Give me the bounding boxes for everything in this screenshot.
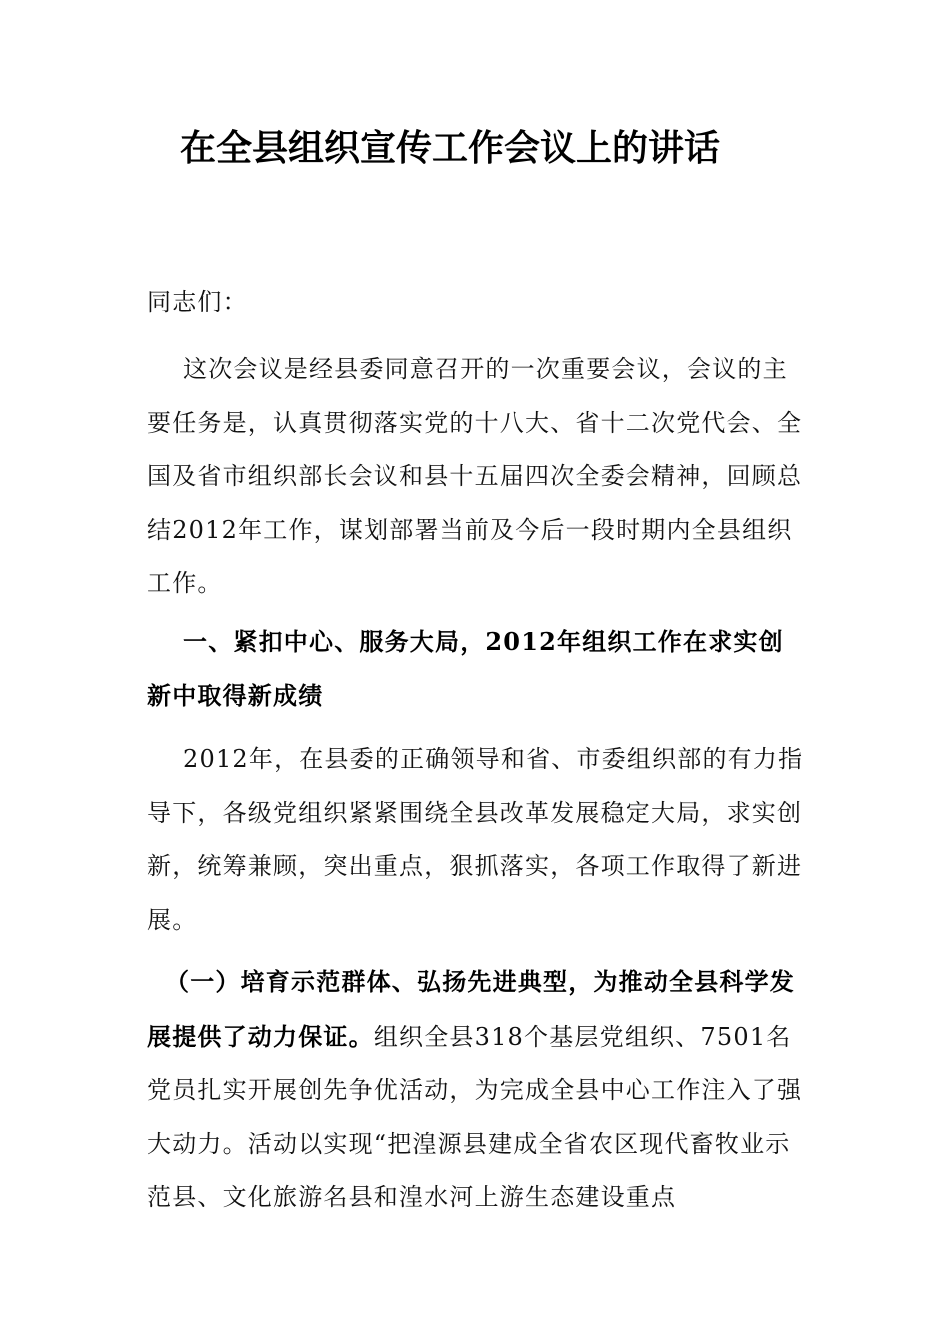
achievements-paragraph: 2012年，在县委的正确领导和省、市委组织部的有力指导下，各级党组织紧紧围绕全县改革发展稳定大局，求实创新，统筹兼顾，突出重点，狠抓落实，各项工作取得了新进展。 <box>147 745 804 934</box>
subsection-text-1: 组织全县318个基层党组织、7501名党员扎实开展创先争优活动，为完成全县中心工作注入了强大动力。活动以实现“把湟源县建成全省农区现代畜牧业示范县、文化旅游名县和湟水河上游生态建设重点 <box>147 1022 803 1211</box>
subsection-paragraph-1 <box>147 955 807 1225</box>
section-heading-1: 一、紧扣中心、服务大局，2012年组织工作在求实创新中取得新成绩 <box>147 627 784 710</box>
subsection-lead-1: （一）培育示范群体、弘扬先进典型，为推动全县科学发展提供了动力保证。 <box>147 967 795 1051</box>
salutation: 同志们： <box>147 288 248 316</box>
intro-paragraph: 这次会议是经县委同意召开的一次重要会议，会议的主要任务是，认真贯彻落实党的十八大、省十二次党代会、全国及省市组织部长会议和县十五届四次全委会精神，回顾总结2012年工作，谋划部署当前及今后一段时期内全县组织工作。 <box>147 355 803 597</box>
document-title: 在全县组织宣传工作会议上的讲话 <box>180 127 721 169</box>
